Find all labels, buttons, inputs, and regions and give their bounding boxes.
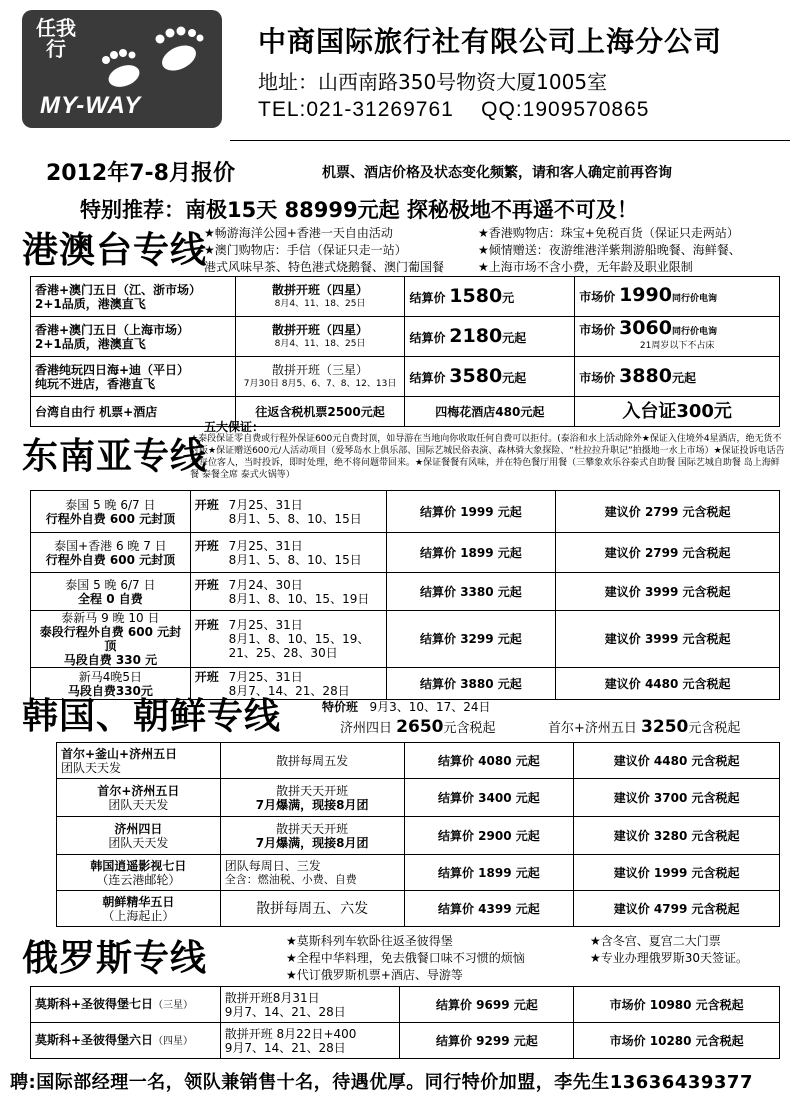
offer-unit: 元含税起 [443, 721, 496, 736]
route-sub: 泰段行程外自费 600 元封顶 [39, 625, 182, 653]
open-label: 开班 [194, 538, 219, 553]
russia-note: ★代订俄罗斯机票+酒店、导游等 [286, 968, 463, 982]
suggest-price: 建议价 3999 元含税起 [556, 573, 780, 611]
offer-label: 济州四日 [340, 721, 393, 736]
hk-note: ★畅游海洋公园+香港一天自由活动 [204, 226, 393, 240]
offer-unit: 元含税起 [688, 721, 741, 736]
route-name: 首尔+济州五日 [97, 783, 180, 798]
russia-note: ★全程中华料理，免去俄餐口味不习惯的烦恼 [286, 951, 525, 965]
settle-price: 结算价 4080 元起 [404, 743, 574, 779]
suggest-price: 建议价 4480 元含税起 [556, 668, 780, 700]
hk-note: 港式风味早茶、特色港式烧鹅餐、澳门葡国餐 [204, 260, 445, 274]
suggest-price: 建议价 3999 元含税起 [556, 611, 780, 668]
market-price: 3060 [619, 316, 672, 339]
footprints-icon [94, 24, 214, 94]
open-label: 开班 [194, 669, 219, 684]
settle-price: 结算价 1899 元起 [386, 533, 556, 573]
russia-notes-right [590, 933, 748, 967]
market-label: 市场价 [579, 322, 616, 337]
route-name: 首尔+釜山+济州五日 [61, 746, 178, 761]
korea-special [322, 698, 491, 715]
route-name: 莫斯科+圣彼得堡七日 [35, 996, 154, 1011]
russia-section-title: 俄罗斯专线 [22, 937, 208, 979]
special-dates: 9月3、10、17、24日 [369, 700, 491, 714]
route-sub: 马段自费330元 [67, 683, 153, 698]
tour-dates: 9月7、14、21、28日 [224, 1004, 346, 1019]
market-label: 市场价 [579, 370, 616, 385]
market-price: 市场价 10280 元含税起 [574, 1023, 780, 1059]
settle-label: 结算价 [409, 290, 446, 305]
route-sub: 2+1品质，港澳直飞 [35, 336, 146, 351]
table-row [31, 611, 780, 668]
route-name: 泰国 5 晚 6/7 日 [65, 577, 156, 592]
tour-dates: 7月25、31日 [228, 538, 303, 553]
korea-price-table [56, 742, 780, 927]
settle-price: 结算价 1899 元起 [404, 855, 574, 891]
sea-section-title: 东南亚专线 [22, 435, 208, 477]
tour-dates: 8月1、8、10、15、19、 [228, 632, 370, 646]
hk-note: ★澳门购物店：手信（保证只走一站） [204, 243, 407, 257]
hk-section-title: 港澳台专线 [22, 229, 208, 271]
settle-label: 结算价 [409, 330, 446, 345]
tour-dates: 散拼开班 8月22日+400 [224, 1026, 357, 1041]
tour-desc: 散拼每周五、六发 [220, 891, 404, 927]
table-row [31, 1023, 780, 1059]
special-recommendation: 特别推荐：南极15天 88999元起 探秘极地不再遥不可及！ [80, 198, 638, 222]
tour-dates: 散拼开班8月31日 [224, 990, 320, 1005]
route-sub: 马段自费 330 元 [63, 653, 158, 667]
table-row [57, 817, 780, 855]
suggest-price: 建议价 4480 元含税起 [574, 743, 780, 779]
offer-label: 首尔+济州五日 [548, 721, 637, 736]
settle-price: 2180 [449, 324, 503, 347]
company-qq: QQ:1909570865 [481, 98, 650, 121]
company-logo [22, 10, 222, 128]
tour-desc: 散拼天天开班 [276, 783, 349, 798]
korea-seoul-offer [548, 717, 740, 737]
market-label: 市场价 [579, 289, 616, 304]
market-price: 1990 [619, 283, 672, 306]
table-row [31, 573, 780, 611]
suggest-price: 建议价 3280 元含税起 [574, 817, 780, 855]
route-sub: 行程外自费 600 元封顶 [45, 511, 176, 526]
korea-section-title: 韩国、朝鲜专线 [22, 695, 282, 737]
tour-dates: 7月24、30日 [228, 577, 303, 592]
special-label: 特价班 [322, 700, 359, 714]
settle-label: 结算价 [409, 370, 446, 385]
company-address: 地址：山西南路350号物资大厦1005室 [258, 70, 608, 94]
settle-price: 结算价 3880 元起 [386, 668, 556, 700]
route-sub: 团队天天发 [108, 835, 169, 850]
settle-price: 结算价 2900 元起 [404, 817, 574, 855]
taiwan-pass: 入台证300元 [575, 397, 780, 427]
table-row [31, 533, 780, 573]
route-sub: 团队天天发 [61, 760, 122, 775]
company-name: 中商国际旅行社有限公司上海分公司 [258, 25, 723, 58]
russia-price-table [30, 986, 780, 1059]
route-name: 香港+澳门五日（江、浙市场） [35, 282, 202, 297]
tour-dates: 8月4、11、18、25日 [274, 338, 366, 349]
table-row [57, 855, 780, 891]
sea-guarantee-title: 五大保证： [204, 420, 265, 434]
hk-notes-left [204, 225, 444, 276]
market-unit: 元起 [671, 370, 696, 385]
hk-note: ★香港购物店：珠宝+免税百货（保证只走两站） [478, 226, 739, 240]
settle-price: 结算价 3400 元起 [404, 779, 574, 817]
settle-unit: 元起 [502, 330, 527, 345]
table-row [31, 491, 780, 533]
table-row [31, 317, 780, 357]
logo-english-text: MY-WAY [40, 92, 142, 119]
open-label: 开班 [194, 618, 219, 632]
market-unit: 同行价电询 [671, 326, 717, 337]
route-name: 泰新马 9 晚 10 日 [61, 611, 160, 625]
settle-price: 结算价 3299 元起 [386, 611, 556, 668]
settle-price: 结算价 3380 元起 [386, 573, 556, 611]
route-name: 济州四日 [114, 821, 163, 836]
suggest-price: 建议价 2799 元含税起 [556, 533, 780, 573]
taiwan-route: 台湾自由行 机票+酒店 [31, 397, 236, 427]
russia-note: ★含冬宫、夏宫二大门票 [590, 934, 721, 948]
tour-desc: 团队每周日、三发 [224, 858, 321, 873]
table-row [31, 397, 780, 427]
route-name: 香港+澳门五日（上海市场） [35, 322, 190, 337]
route-name: 韩国逍遥影视七日 [90, 858, 187, 873]
footer-recruitment: 聘:国际部经理一名，领队兼销售十名，待遇优厚。同行特价加盟，李先生13636439377 [10, 1072, 753, 1093]
quote-note: 机票、酒店价格及状态变化频繁，请和客人确定前再咨询 [322, 165, 672, 181]
market-price: 3880 [619, 364, 672, 387]
tour-desc: 7月爆满，现接8月团 [255, 835, 369, 850]
tour-dates: 8月1、8、10、15、19日 [228, 591, 370, 606]
tour-dates: 7月25、31日 [228, 618, 303, 632]
settle-price: 结算价 4399 元起 [404, 891, 574, 927]
market-note: 21周岁以下不占床 [639, 340, 715, 351]
tour-desc: 散拼天天开班 [276, 821, 349, 836]
tour-dates: 7月25、31日 [228, 669, 303, 684]
route-sub: 团队天天发 [108, 797, 169, 812]
settle-unit: 元 [502, 290, 515, 305]
tour-dates: 8月1、5、8、10、15日 [228, 552, 362, 567]
logo-chinese-text: 任我行 [36, 16, 76, 61]
tour-type: 散拼开班（四星） [272, 282, 369, 297]
suggest-price: 建议价 4799 元含税起 [574, 891, 780, 927]
hk-notes-right [478, 225, 741, 276]
table-row [31, 357, 780, 397]
route-name: 朝鲜精华五日 [102, 894, 175, 909]
route-sub: 2+1品质，港澳直飞 [35, 296, 146, 311]
russia-notes-left [286, 933, 525, 984]
tour-dates: 7月25、31日 [228, 497, 303, 512]
market-unit: 同行价电询 [671, 293, 717, 304]
route-sub: （连云港邮轮） [96, 872, 181, 887]
tour-type: 散拼开班（四星） [272, 322, 369, 337]
table-row [31, 277, 780, 317]
table-row [57, 891, 780, 927]
tour-dates: 9月7、14、21、28日 [224, 1040, 346, 1055]
quote-title: 2012年7-8月报价 [46, 161, 235, 186]
korea-jeju-offer [340, 717, 496, 737]
tour-dates: 21、25、28、30日 [228, 646, 338, 660]
tour-desc: 全含：燃油税、小费、自费 [224, 872, 357, 886]
route-name: 泰国+香港 6 晚 7 日 [54, 538, 167, 553]
settle-price: 结算价 9699 元起 [400, 987, 574, 1023]
tour-dates: 8月7、14、21、28日 [228, 683, 350, 698]
route-name: 新马4晚5日 [78, 669, 143, 684]
suggest-price: 建议价 1999 元含税起 [574, 855, 780, 891]
hk-price-table [30, 276, 780, 427]
route-name: 泰国 5 晚 6/7 日 [65, 497, 156, 512]
sea-price-table [30, 490, 780, 700]
company-contact [258, 98, 649, 122]
route-name: 香港纯玩四日海+迪（平日） [35, 362, 190, 377]
tour-dates: 8月4、11、18、25日 [274, 298, 366, 309]
route-sub: 纯玩不进店，香港直飞 [35, 376, 156, 391]
offer-price: 3250 [641, 717, 689, 737]
company-tel: TEL:021-31269761 [258, 98, 454, 121]
market-price: 市场价 10980 元含税起 [574, 987, 780, 1023]
header-divider [230, 140, 790, 141]
settle-unit: 元起 [502, 370, 527, 385]
taiwan-hotel: 四梅花酒店480元起 [405, 397, 575, 427]
tour-type: 散拼开班（三星） [272, 362, 369, 377]
tour-desc: 散拼每周五发 [276, 753, 349, 768]
route-name: 莫斯科+圣彼得堡六日 [35, 1032, 154, 1047]
route-star: （四星） [153, 1035, 194, 1047]
route-star: （三星） [153, 999, 194, 1011]
settle-price: 结算价 9299 元起 [400, 1023, 574, 1059]
taiwan-ticket: 往返含税机票2500元起 [235, 397, 405, 427]
tour-dates: 8月1、5、8、10、15日 [228, 511, 362, 526]
hk-note: ★上海市场不含小费，无年龄及职业限制 [478, 260, 693, 274]
hk-note: ★倾情赠送：夜游维港洋紫荆游船晚餐、海鲜餐、 [478, 243, 741, 257]
suggest-price: 建议价 3700 元含税起 [574, 779, 780, 817]
suggest-price: 建议价 2799 元含税起 [556, 491, 780, 533]
offer-price: 2650 [396, 717, 444, 737]
tour-desc: 7月爆满，现接8月团 [255, 797, 369, 812]
russia-note: ★莫斯科列车软卧往返圣彼得堡 [286, 934, 453, 948]
tour-dates: 7月30日 8月5、6、7、8、12、13日 [243, 378, 397, 389]
settle-price: 3580 [449, 364, 503, 387]
settle-price: 结算价 1999 元起 [386, 491, 556, 533]
table-row [31, 987, 780, 1023]
table-row [57, 779, 780, 817]
open-label: 开班 [194, 577, 219, 592]
open-label: 开班 [194, 497, 219, 512]
route-sub: 全程 0 自费 [78, 591, 143, 606]
settle-price: 1580 [449, 284, 503, 307]
route-sub: 行程外自费 600 元封顶 [45, 552, 176, 567]
russia-note: ★专业办理俄罗斯30天签证。 [590, 951, 749, 965]
route-sub: （上海起止） [102, 908, 175, 923]
sea-guarantee-text: ★泰段保证零自费或行程外保证600元自费封顶，如导游在当地向你收取任何自费可以拒付。(泰浴和水上活动除外★保证入住境外4星酒店，绝无货不对版★保证赠送600元/人活动项目（爱琴岛水上俱乐部、国际艺城民俗表演、森林骑大象探险、“杜拉拉升职记”拍摄地一水上市场）★保证投诉电话告知每位客人，当时投诉，即时处理，绝不将问题带回来。★保证餐餐有风味，并在特色餐厅用餐（三攀象欢乐谷泰式自助餐 国际艺城自助餐 岛上海鲜餐 泰餐全席 泰式火锅等） [190, 434, 785, 480]
table-row [57, 743, 780, 779]
